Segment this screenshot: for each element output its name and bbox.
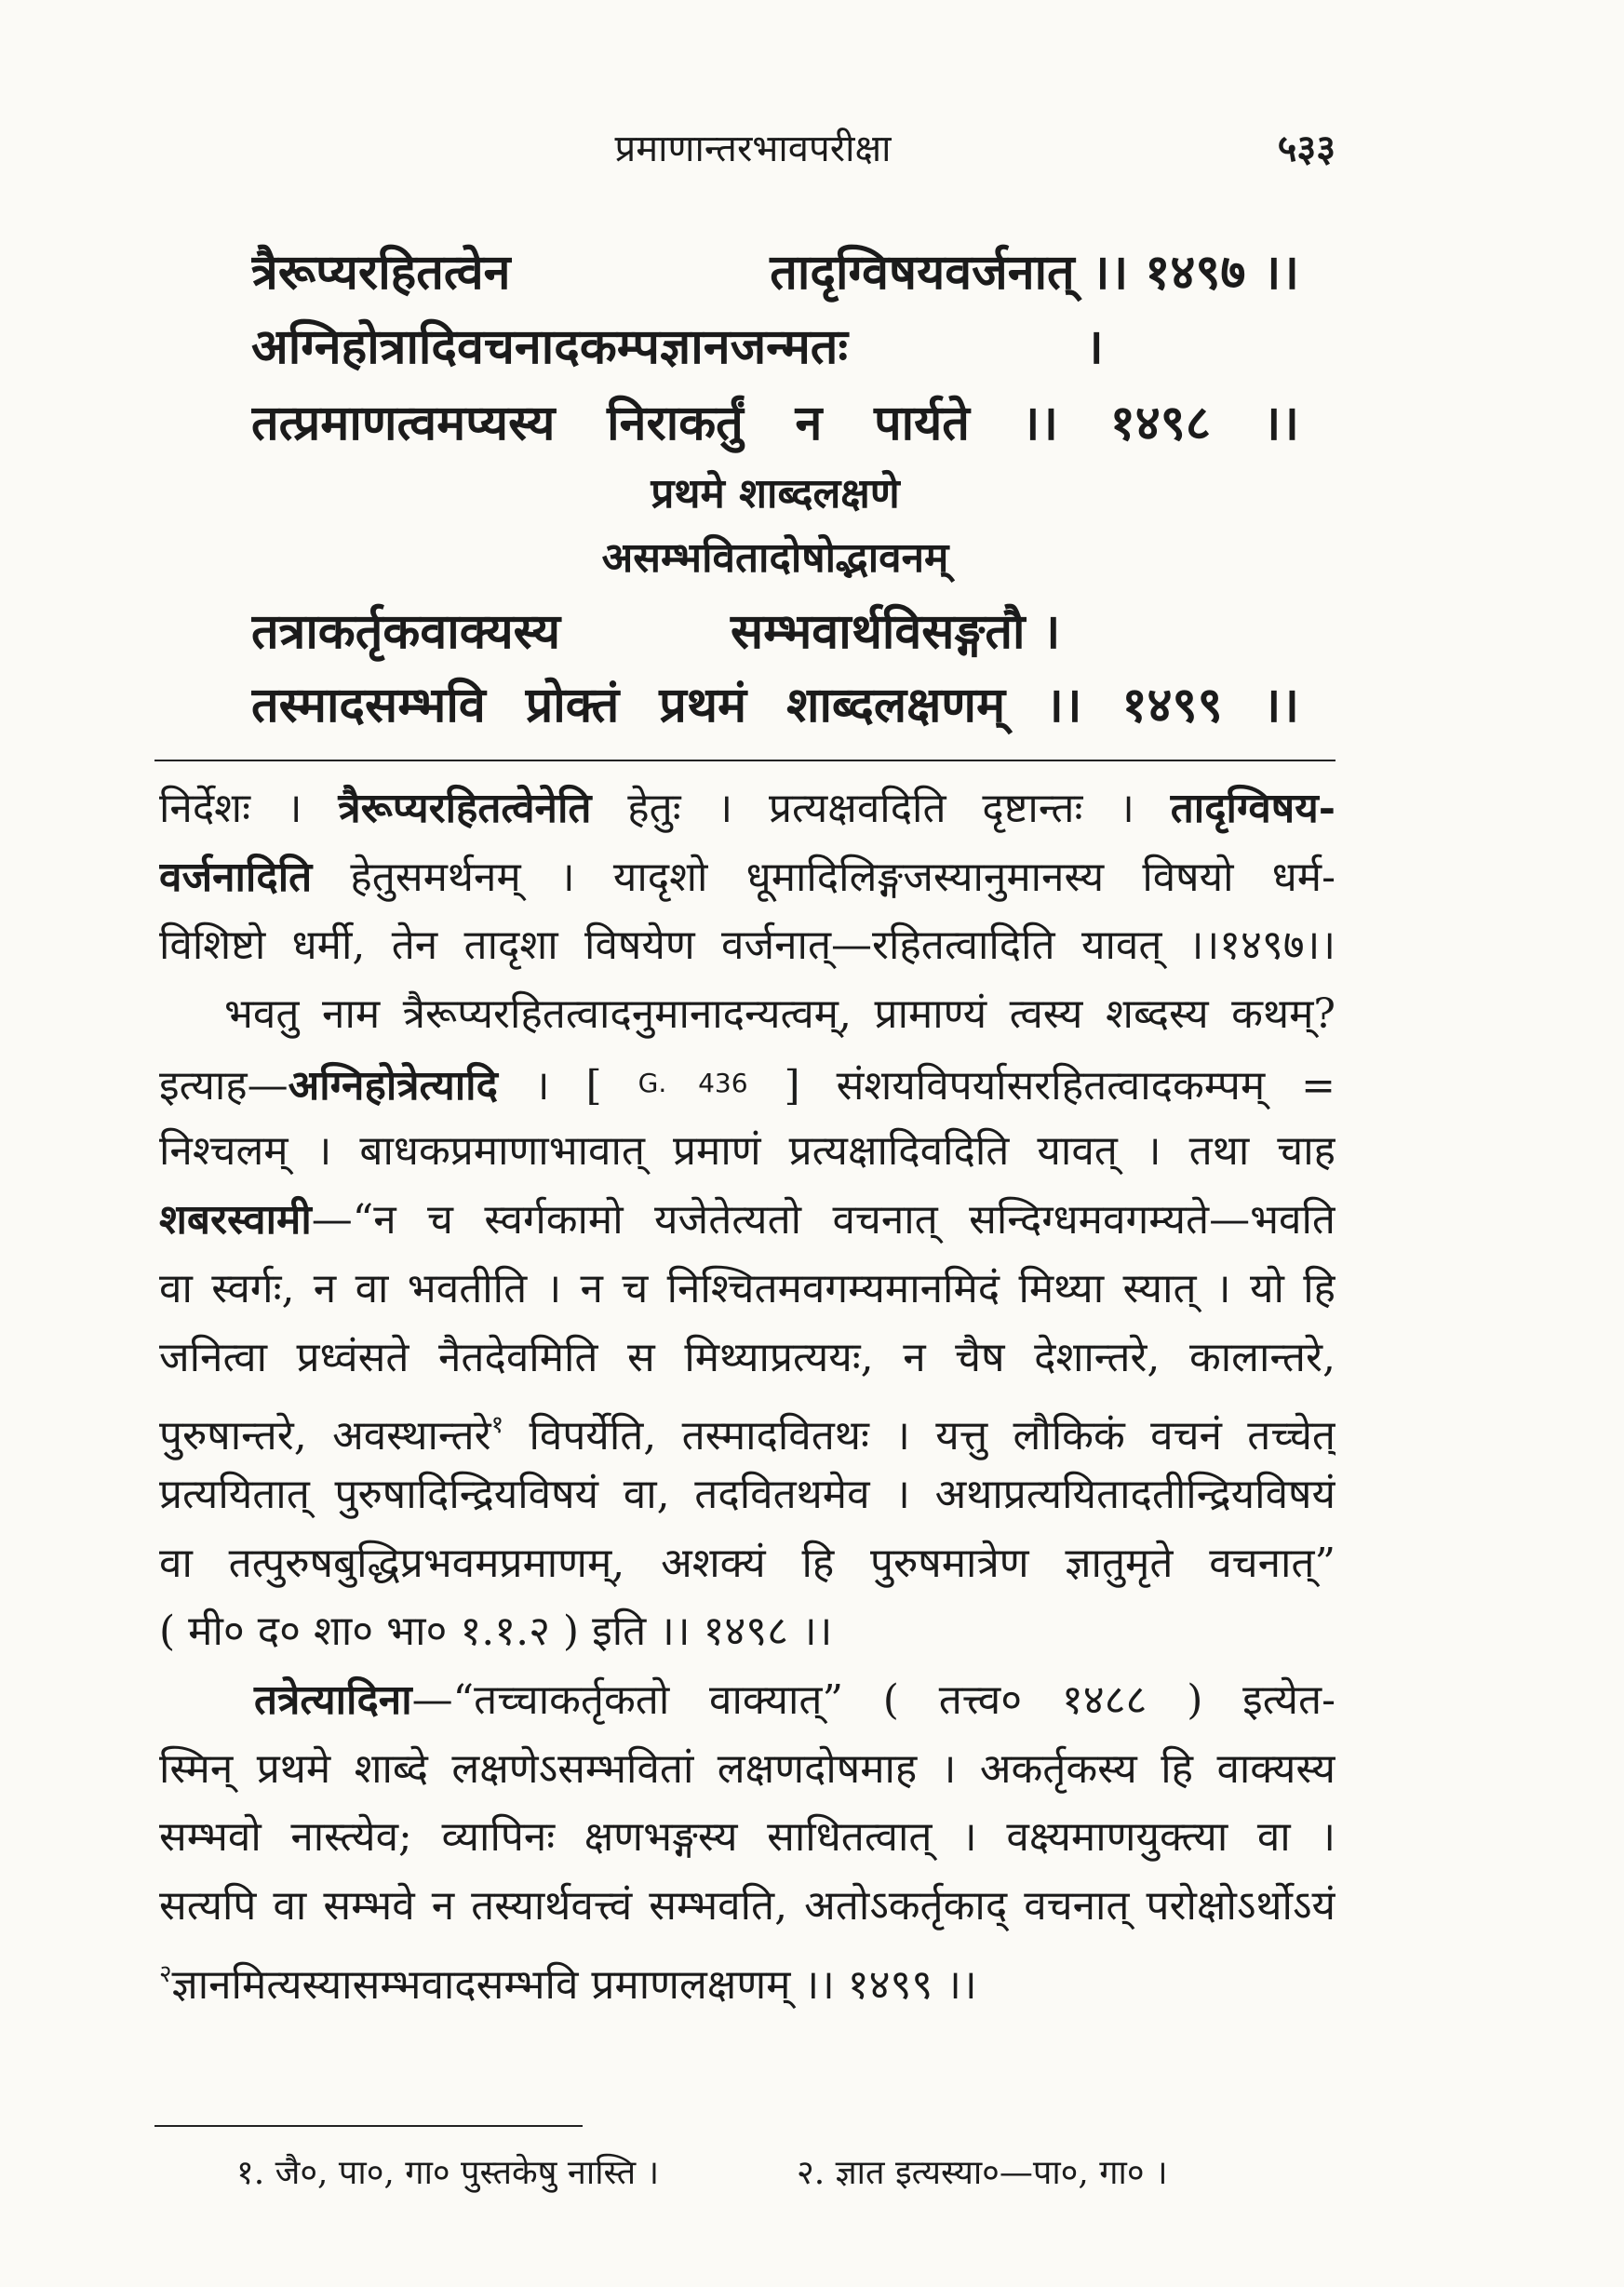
commentary-keyword: वर्जनादिति xyxy=(159,853,313,901)
commentary-line xyxy=(159,1666,1335,1735)
commentary-line xyxy=(159,1941,1335,2010)
footnotes xyxy=(236,2146,1335,2201)
commentary-text: । [ xyxy=(497,1061,638,1110)
commentary-text: ( मी० द० शा० भा० १.१.२ ) इति ।। १४९८ ।। xyxy=(159,1608,833,1656)
commentary-text: प्रत्ययितात् पुरुषादिन्द्रियविषयं वा, तदवितथमेव । अथाप्रत्ययितादतीन्द्रियविषयं xyxy=(159,1470,1335,1518)
commentary-line xyxy=(159,980,1335,1049)
commentary-keyword: तादृग्विषय- xyxy=(1170,785,1335,832)
footnote-marker: २ xyxy=(159,1959,172,1988)
commentary-text: वा तत्पुरुषबुद्धिप्रभवमप्रमाणम्, अशक्यं हि पुरुषमात्रेण ज्ञातुमृते वचनात्” xyxy=(159,1539,1335,1587)
commentary-text: ] संशयविपर्यासरहितत्वादकम्पम् = xyxy=(747,1061,1335,1110)
commentary-text: विपर्येति, तस्मादवितथः । यत्तु लौकिकं वचनं तच्चेत् xyxy=(503,1412,1335,1460)
footnote-divider xyxy=(154,2125,583,2127)
commentary-keyword: तत्रेत्यादिना xyxy=(254,1675,412,1724)
footnote-1: १. जै०, पा०, गा० पुस्तकेषु नास्ति । xyxy=(236,2154,660,2192)
commentary-line xyxy=(159,1186,1335,1255)
commentary-text: ज्ञानमित्यस्यासम्भवादसम्भवि प्रमाणलक्षणम् ।। १४९९ ।। xyxy=(171,1960,977,2009)
commentary-line xyxy=(159,1803,1335,1872)
verse-line-1 xyxy=(251,235,1299,310)
commentary-text: —“तच्चाकर्तृकतो वाक्यात्” ( तत्त्व० १४८८ ) इत्येत- xyxy=(411,1675,1335,1724)
commentary-line xyxy=(159,1324,1335,1392)
commentary-text: भवतु नाम त्रैरूप्यरहितत्वादनुमानादन्यत्वम्, प्रामाण्यं त्वस्य शब्दस्य कथम्? xyxy=(224,990,1335,1039)
commentary-text: इत्याह— xyxy=(159,1061,289,1110)
commentary-line xyxy=(159,911,1335,980)
verse-line-2-first-half: अग्निहोत्रादिवचनादकम्पज्ञानजन्मतः xyxy=(251,318,848,375)
source-page-marker: G. 436 xyxy=(638,1067,748,1098)
commentary-line xyxy=(159,1872,1335,1941)
verse-line-4 xyxy=(251,595,1299,669)
verse-line-2-danda: । xyxy=(1085,318,1104,375)
verse-line-1-second-half: तादृग्विषयवर्जनात् ।। १४९७ ।। xyxy=(770,244,1299,301)
commentary-text: निर्देशः । xyxy=(159,785,339,832)
commentary-line xyxy=(159,843,1335,912)
verse-line-2 xyxy=(251,310,1299,384)
commentary-keyword: अग्निहोत्रेत्यादि xyxy=(288,1061,498,1110)
verse-line-5: तस्मादसम्भवि प्रोक्तं प्रथमं शाब्दलक्षणम् ।। १४९९ ।। xyxy=(251,677,1299,733)
section-heading-line-1: प्रथमे शाब्दलक्षणे xyxy=(651,470,900,518)
verse-commentary-divider xyxy=(154,760,1335,761)
commentary-text: जनित्वा प्रध्वंसते नैतदेवमिति स मिथ्याप्रत्ययः, न चैष देशान्तरे, कालान्तरे, xyxy=(159,1333,1335,1381)
commentary xyxy=(159,774,1335,2009)
section-heading-line-2: असम्भवितादोषोद्भावनम् xyxy=(601,534,949,582)
commentary-text: हेतुः । प्रत्यक्षवदिति दृष्टान्तः । xyxy=(591,785,1171,832)
footnote-marker: १ xyxy=(490,1411,504,1440)
verse-line-3: तत्प्रमाणत्वमप्यस्य निराकर्तुं न पार्यते ।। १४९८ ।। xyxy=(251,395,1299,451)
commentary-text: सत्यपि वा सम्भवे न तस्यार्थवत्त्वं सम्भवति, अतोऽकर्तृकाद् वचनात् परोक्षोऽर्थोऽयं xyxy=(159,1882,1335,1930)
commentary-text: निश्चलम् । बाधकप्रमाणाभावात् प्रमाणं प्रत्यक्षादिवदिति यावत् । तथा चाह xyxy=(159,1127,1335,1176)
footnote-2: २. ज्ञात इत्यस्या०—पा०, गा० । xyxy=(797,2154,1168,2192)
commentary-line xyxy=(159,1460,1335,1529)
commentary-line xyxy=(159,774,1335,843)
commentary-keyword: शबरस्वामी xyxy=(159,1196,312,1244)
commentary-text: विशिष्टो धर्मी, तेन तादृशा विषयेण वर्जनात्—रहितत्वादिति यावत् ।।१४९७।। xyxy=(159,922,1335,970)
commentary-line xyxy=(159,1735,1335,1804)
commentary-line xyxy=(159,1597,1335,1666)
commentary-text: स्मिन् प्रथमे शाब्दे लक्षणेऽसम्भवितां लक्षणदोषमाह । अकर्तृकस्य हि वाक्यस्य xyxy=(159,1744,1335,1793)
verse-line-4-first-half: तत्राकर्तृकवाक्यस्य xyxy=(251,603,561,660)
commentary-line xyxy=(159,1392,1335,1460)
commentary-text: सम्भवो नास्त्येव; व्यापिनः क्षणभङ्गस्य साधितत्वात् । वक्ष्यमाणयुक्त्या वा । xyxy=(159,1813,1335,1862)
commentary-line xyxy=(159,1255,1335,1324)
commentary-line xyxy=(159,1529,1335,1598)
commentary-text: —“न च स्वर्गकामो यजेतेत्यतो वचनात् सन्दिग्धमवगम्यते—भवति xyxy=(311,1196,1335,1244)
commentary-text: हेतुसमर्थनम् । यादृशो धूमादिलिङ्गजस्यानुमानस्य विषयो धर्म- xyxy=(312,853,1335,901)
verse-line-4-second-half: सम्भवार्थविसङ्गतौ । xyxy=(731,603,1061,660)
page-number: ५३३ xyxy=(1277,127,1335,170)
running-header-title: प्रमाणान्तरभावपरीक्षा xyxy=(614,128,892,170)
commentary-text: पुरुषान्तरे, अवस्थान्तरे xyxy=(159,1412,491,1460)
commentary-text: वा स्वर्गः, न वा भवतीति । न च निश्चितमवगम्यमानमिदं मिथ्या स्यात् । यो हि xyxy=(159,1264,1335,1312)
commentary-line xyxy=(159,1049,1335,1118)
verse-line-1-first-half: त्रैरूप्यरहितत्वेन xyxy=(251,244,511,301)
commentary-keyword: त्रैरूप्यरहितत्वेनेति xyxy=(338,785,592,832)
commentary-line xyxy=(159,1117,1335,1186)
